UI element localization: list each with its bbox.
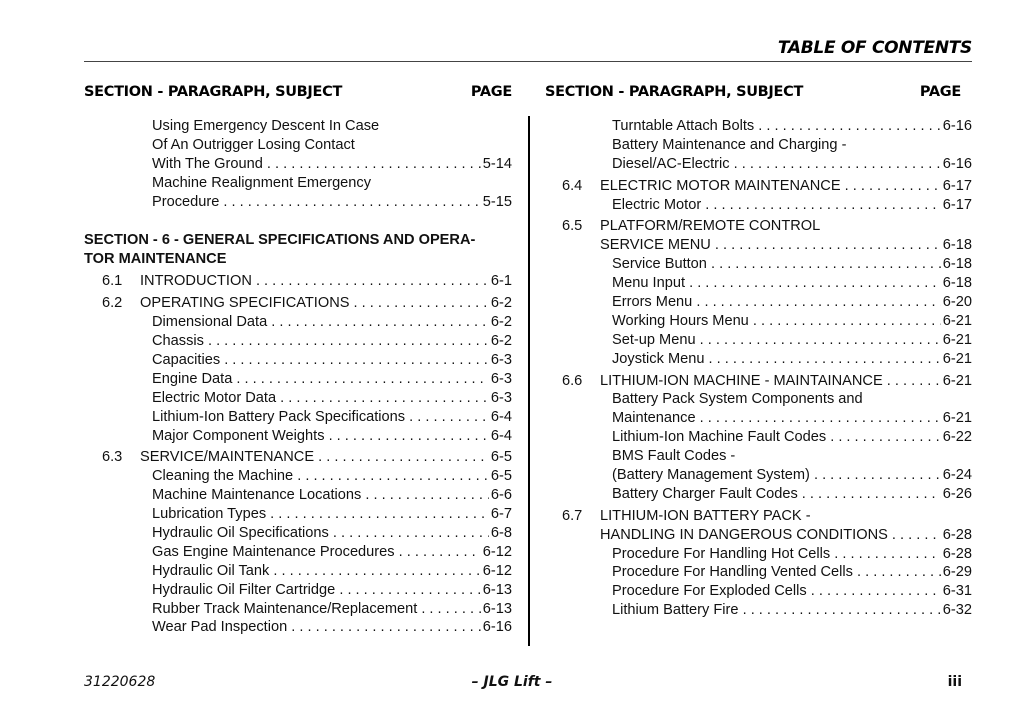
entry-label: Wear Pad Inspection [152, 619, 288, 636]
entry-page: 6-20 [942, 294, 972, 311]
toc-entry-6-2[interactable] [84, 294, 512, 313]
entry-page: 6-17 [942, 177, 972, 194]
entry-page: 6-12 [482, 543, 512, 560]
toc-entry-6-5[interactable] [562, 217, 972, 236]
entry-page: 6-16 [942, 155, 972, 172]
entry-label: Joystick Menu [612, 350, 705, 367]
toc-entry[interactable] [84, 581, 512, 600]
toc-entry[interactable] [84, 193, 512, 212]
entry-label: Lithium-Ion Battery Pack Specifications [152, 408, 406, 425]
entry-label: HANDLING IN DANGEROUS CONDITIONS [600, 526, 888, 543]
toc-entry[interactable] [84, 524, 512, 543]
entry-label: Battery Maintenance and Charging - [612, 136, 847, 153]
entry-number: 6.7 [562, 507, 583, 524]
entry-page: 6-17 [942, 196, 972, 213]
right-column-head-label: SECTION - PARAGRAPH, SUBJECT [545, 84, 804, 100]
entry-label: Procedure [152, 193, 220, 210]
toc-entry[interactable] [562, 312, 972, 331]
entry-label: Rubber Track Maintenance/Replacement [152, 600, 418, 617]
entry-page: 6-12 [482, 562, 512, 579]
entry-label: Lithium-Ion Machine Fault Codes [612, 429, 827, 446]
right-column-header [545, 84, 961, 100]
toc-entry[interactable] [84, 562, 512, 581]
toc-entry[interactable] [562, 466, 972, 485]
entry-page: 6-6 [490, 487, 512, 504]
entry-page: 6-26 [942, 485, 972, 502]
entry-number: 6.3 [102, 449, 123, 466]
entry-page: 6-3 [490, 389, 512, 406]
toc-entry[interactable] [562, 390, 972, 409]
entry-page: 5-14 [482, 155, 512, 172]
entry-page: 6-31 [942, 583, 972, 600]
toc-entry[interactable] [84, 505, 512, 524]
entry-page: 6-21 [942, 372, 972, 389]
toc-entry-6-3[interactable] [84, 448, 512, 467]
entry-page: 6-21 [942, 410, 972, 427]
toc-entry[interactable] [84, 155, 512, 174]
entry-page: 6-5 [490, 449, 512, 466]
toc-entry[interactable] [562, 255, 972, 274]
entry-label: Lithium Battery Fire [612, 602, 739, 619]
entry-label: Dimensional Data [152, 314, 268, 331]
section-6-title[interactable]: SECTION - 6 - GENERAL SPECIFICATIONS AND OPERA-TOR MAINTENANCE [84, 232, 476, 268]
entry-label: INTRODUCTION [140, 273, 252, 290]
left-column-header [84, 84, 512, 100]
entry-page: 6-21 [942, 350, 972, 367]
entry-page: 6-16 [942, 118, 972, 134]
entry-page: 6-8 [490, 525, 512, 542]
entry-label: Hydraulic Oil Specifications [152, 525, 329, 542]
toc-entry[interactable] [84, 174, 512, 193]
entry-page: 6-22 [942, 429, 972, 446]
entry-label: Gas Engine Maintenance Procedures [152, 543, 395, 560]
footer-brand: – JLG Lift – [471, 674, 553, 690]
entry-label: Errors Menu [612, 294, 693, 311]
toc-entry[interactable] [84, 427, 512, 446]
entry-number: 6.5 [562, 218, 583, 235]
footer-page-number: iii [947, 674, 962, 690]
entry-page: 6-16 [482, 619, 512, 636]
entry-label: Of An Outrigger Losing Contact [152, 136, 355, 153]
entry-label: SERVICE/MAINTENANCE [140, 449, 315, 466]
entry-label: Procedure For Handling Hot Cells [612, 545, 831, 562]
toc-entry[interactable] [562, 350, 972, 369]
entry-label: SERVICE MENU [600, 237, 711, 254]
toc-entry[interactable] [562, 236, 972, 255]
entry-page: 6-4 [490, 408, 512, 425]
entry-number: 6.1 [102, 273, 123, 290]
header-rule [84, 61, 972, 62]
entry-label: LITHIUM-ION MACHINE - MAINTAINANCE [600, 372, 883, 389]
entry-label: Maintenance [612, 410, 696, 427]
toc-entry[interactable] [562, 563, 972, 582]
toc-entry[interactable] [84, 600, 512, 619]
right-column [562, 117, 972, 620]
left-column [84, 117, 512, 637]
entry-page: 6-28 [942, 545, 972, 562]
left-column-head-label: SECTION - PARAGRAPH, SUBJECT [84, 84, 343, 100]
toc-entry[interactable] [562, 136, 972, 155]
entry-label: Procedure For Exploded Cells [612, 583, 807, 600]
toc-entry[interactable] [84, 467, 512, 486]
toc-entry[interactable] [562, 545, 972, 564]
entry-label: Set-up Menu [612, 331, 696, 348]
entry-label: (Battery Management System) [612, 467, 810, 484]
entry-label: PLATFORM/REMOTE CONTROL [600, 218, 821, 235]
entry-label: Diesel/AC-Electric [612, 155, 730, 172]
toc-entry[interactable] [84, 370, 512, 389]
entry-page: 6-3 [490, 352, 512, 369]
page-header-title: TABLE OF CONTENTS [777, 38, 972, 58]
toc-entry[interactable] [562, 409, 972, 428]
entry-page: 6-21 [942, 331, 972, 348]
toc-entry[interactable] [562, 331, 972, 350]
entry-page: 6-32 [942, 602, 972, 619]
toc-entry[interactable] [84, 332, 512, 351]
entry-label: With The Ground [152, 155, 263, 172]
toc-entry[interactable] [562, 196, 972, 215]
entry-label: LITHIUM-ION BATTERY PACK - [600, 507, 811, 524]
entry-label: Lubrication Types [152, 506, 267, 523]
entry-label: OPERATING SPECIFICATIONS [140, 295, 350, 312]
entry-page: 6-13 [482, 600, 512, 617]
entry-label: Machine Maintenance Locations [152, 487, 362, 504]
entry-page: 6-3 [490, 370, 512, 387]
toc-entry[interactable] [84, 618, 512, 637]
toc-entry-6-6[interactable] [562, 372, 972, 391]
toc-entry[interactable] [84, 117, 512, 136]
toc-entry[interactable] [84, 136, 512, 155]
left-column-page-label: PAGE [470, 84, 512, 100]
entry-label: Major Component Weights [152, 427, 325, 444]
entry-page: 6-18 [942, 237, 972, 254]
toc-entry[interactable] [562, 447, 972, 466]
entry-label: Service Button [612, 256, 707, 273]
toc-entry[interactable] [84, 543, 512, 562]
entry-number: 6.2 [102, 295, 123, 312]
entry-page: 6-18 [942, 256, 972, 273]
toc-entry[interactable] [562, 293, 972, 312]
entry-label: BMS Fault Codes - [612, 448, 736, 465]
toc-entry[interactable] [562, 117, 972, 136]
entry-label: Menu Input [612, 275, 686, 292]
entry-label: Working Hours Menu [612, 312, 749, 329]
entry-page: 6-5 [490, 468, 512, 485]
entry-page: 6-7 [490, 506, 512, 523]
toc-entry-6-1[interactable] [84, 272, 512, 291]
entry-page: 6-21 [942, 312, 972, 329]
entry-label: Hydraulic Oil Tank [152, 562, 270, 579]
toc-entry[interactable] [562, 485, 972, 504]
entry-label: Procedure For Handling Vented Cells [612, 564, 853, 581]
entry-number: 6.6 [562, 372, 583, 389]
entry-label: Hydraulic Oil Filter Cartridge [152, 581, 336, 598]
entry-label: Battery Charger Fault Codes [612, 485, 798, 502]
entry-page: 6-2 [490, 295, 512, 312]
entry-page: 6-4 [490, 427, 512, 444]
toc-entry[interactable] [84, 389, 512, 408]
toc-entry[interactable] [84, 486, 512, 505]
toc-entry[interactable] [562, 601, 972, 620]
entry-label: Machine Realignment Emergency [152, 174, 372, 191]
entry-label: Electric Motor [612, 196, 702, 213]
entry-label: Engine Data [152, 370, 233, 387]
entry-page: 6-28 [942, 526, 972, 543]
entry-page: 6-18 [942, 275, 972, 292]
entry-label: Battery Pack System Components and [612, 391, 863, 408]
toc-entry[interactable] [562, 526, 972, 545]
entry-page: 5-15 [482, 193, 512, 210]
toc-entry[interactable] [562, 582, 972, 601]
entry-label: Cleaning the Machine [152, 468, 294, 485]
toc-entry-6-4[interactable] [562, 177, 972, 196]
toc-entry[interactable] [84, 408, 512, 427]
footer-doc-number: 31220628 [84, 674, 156, 690]
entry-label: Turntable Attach Bolts [612, 118, 755, 134]
entry-page: 6-13 [482, 581, 512, 598]
entry-page: 6-2 [490, 333, 512, 350]
entry-label: Capacities [152, 352, 221, 369]
toc-entry[interactable] [84, 313, 512, 332]
toc-entry[interactable] [562, 274, 972, 293]
entry-label: Electric Motor Data [152, 389, 277, 406]
toc-entry[interactable] [562, 155, 972, 174]
entry-page: 6-2 [490, 314, 512, 331]
toc-entry[interactable] [562, 428, 972, 447]
entry-page: 6-29 [942, 564, 972, 581]
entry-label: ELECTRIC MOTOR MAINTENANCE [600, 177, 841, 194]
entry-page: 6-24 [942, 467, 972, 484]
entry-page: 6-1 [490, 273, 512, 290]
entry-number: 6.4 [562, 177, 583, 194]
entry-label: Using Emergency Descent In Case [152, 118, 380, 134]
toc-entry-6-7[interactable] [562, 507, 972, 526]
right-column-page-label: PAGE [919, 84, 961, 100]
column-divider [528, 116, 530, 646]
entry-label: Chassis [152, 333, 204, 350]
toc-entry[interactable] [84, 351, 512, 370]
